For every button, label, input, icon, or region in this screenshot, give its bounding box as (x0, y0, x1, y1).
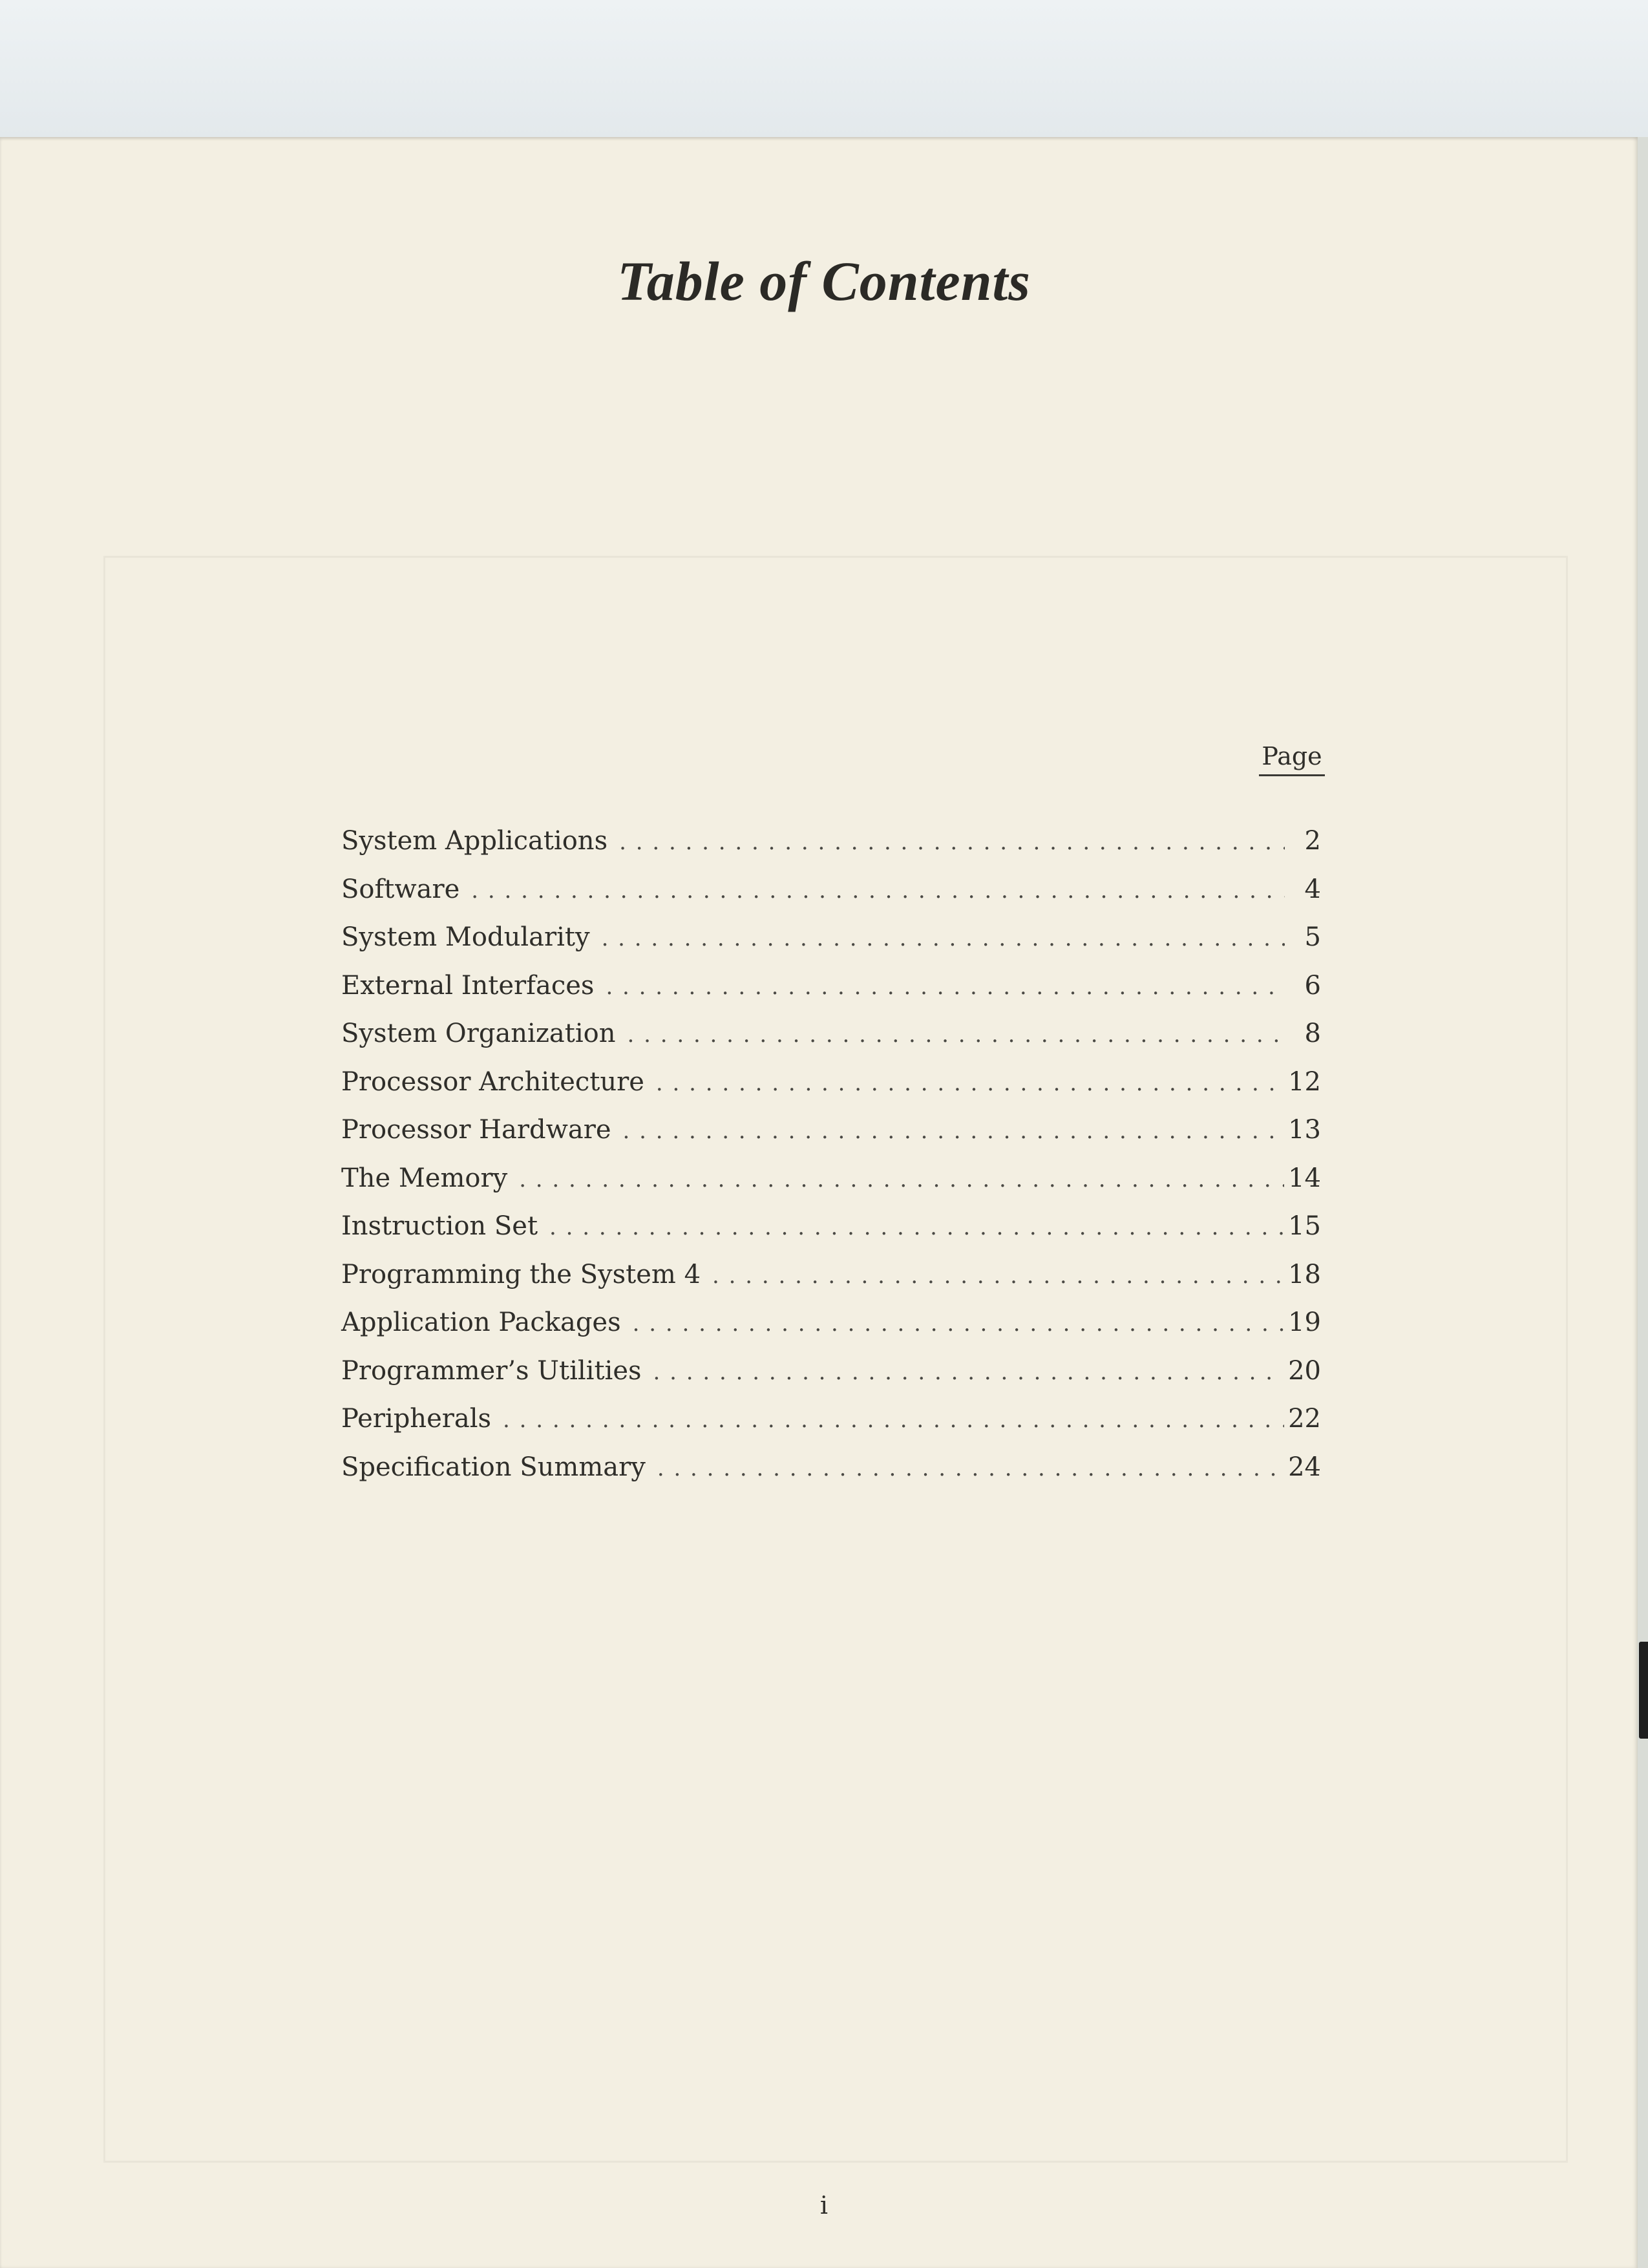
toc-entry-page: 20 (1288, 1355, 1321, 1386)
page-number: i (819, 2191, 829, 2220)
dot-leader (606, 974, 1285, 1000)
toc-entry (341, 1356, 1321, 1404)
toc-entry (341, 1067, 1321, 1116)
toc-entry-page: 15 (1288, 1211, 1321, 1241)
toc-entry-title: Peripherals (341, 1404, 492, 1434)
toc-entry-page: 4 (1304, 874, 1321, 904)
toc-entry-page: 19 (1288, 1308, 1321, 1337)
binder-clip (1639, 1642, 1648, 1739)
toc-entry (341, 1163, 1321, 1212)
toc-entry (341, 1260, 1321, 1308)
toc-entry (341, 826, 1321, 874)
toc-entry-page: 22 (1288, 1404, 1321, 1434)
page-title: Table of Contents (617, 250, 1031, 312)
toc-entry-title: External Interfaces (341, 970, 595, 1001)
scanner-background (0, 0, 1648, 137)
toc-entry-title: Processor Architecture (341, 1066, 644, 1097)
page-edge (1638, 137, 1648, 2268)
toc-entry-title: Processor Hardware (341, 1115, 611, 1145)
toc-entry-title: System Modularity (341, 922, 590, 952)
dot-leader (623, 1118, 1285, 1144)
toc-entry-page: 12 (1288, 1066, 1321, 1097)
toc-entry-title: Specification Summary (341, 1452, 646, 1482)
dot-leader (712, 1263, 1284, 1289)
toc-entry-title: Application Packages (341, 1308, 621, 1337)
toc-entry-title: System Organization (341, 1019, 616, 1048)
toc-entry-page: 18 (1288, 1259, 1321, 1289)
toc-entry (341, 971, 1321, 1019)
dot-leader (653, 1359, 1285, 1385)
dot-leader (619, 829, 1285, 855)
toc-entry-title: The Memory (341, 1163, 508, 1193)
toc-entry (341, 1211, 1321, 1260)
toc-entry-title: System Applications (341, 826, 608, 856)
dot-leader (471, 878, 1285, 904)
toc-entry (341, 1115, 1321, 1163)
toc-entry-page: 13 (1288, 1115, 1321, 1145)
toc-entry-title: Programming the System 4 (341, 1259, 701, 1289)
toc-entry-title: Instruction Set (341, 1211, 538, 1241)
dot-leader (602, 926, 1285, 951)
toc-entry-page: 2 (1304, 826, 1321, 856)
toc-entry-page: 14 (1288, 1163, 1321, 1193)
toc-entry-page: 6 (1304, 970, 1321, 1001)
toc-entry-page: 5 (1304, 922, 1321, 952)
dot-leader (519, 1167, 1284, 1192)
toc-entry-page: 8 (1304, 1019, 1321, 1048)
dot-leader (503, 1407, 1284, 1433)
toc-entry (341, 1308, 1321, 1356)
table-of-contents (341, 826, 1321, 1500)
dot-leader (657, 1456, 1284, 1481)
toc-entry (341, 1452, 1321, 1501)
dot-leader (627, 1022, 1285, 1048)
toc-entry (341, 922, 1321, 971)
page-column-heading: Page (1259, 742, 1325, 776)
toc-entry (341, 1404, 1321, 1452)
toc-entry (341, 1019, 1321, 1067)
toc-entry (341, 874, 1321, 923)
dot-leader (656, 1070, 1284, 1096)
dot-leader (633, 1311, 1284, 1337)
toc-entry-page: 24 (1288, 1452, 1321, 1482)
toc-entry-title: Programmer’s Utilities (341, 1355, 642, 1386)
dot-leader (549, 1214, 1284, 1240)
toc-entry-title: Software (341, 874, 460, 904)
